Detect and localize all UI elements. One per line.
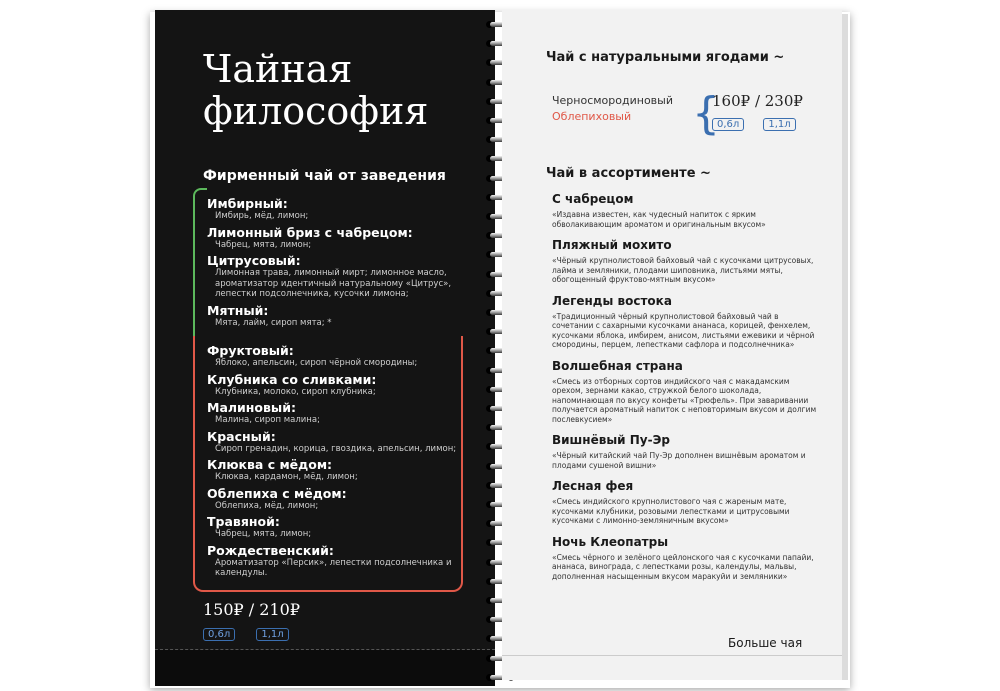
tea-name: Имбирный:	[207, 196, 288, 211]
tea-ingredients: Облепиха, мёд, лимон;	[215, 500, 319, 511]
tea-name: Лесная фея	[552, 479, 634, 493]
tea-ingredients: Яблоко, апельсин, сироп чёрной смородины;	[215, 358, 418, 368]
tea-ingredients: Клубника, молоко, сироп клубника;	[215, 386, 376, 397]
signature-tea-item	[207, 514, 463, 540]
signature-tea-item	[207, 543, 463, 579]
signature-tea-item	[207, 457, 463, 483]
tea-description: «Смесь из отборных сортов индийского чая с макадамским орехом, зернами какао, стружкой белого шоколада, напоминающая по вкусу конфеты «Трюфель». При заваривании получается ароматный напиток с неповторимым вкусом и долгим послевкусием»	[552, 376, 817, 424]
tea-name: Облепиха с мёдом:	[207, 485, 347, 501]
signature-tea-item	[207, 372, 463, 398]
tea-name: Травяной:	[207, 514, 280, 529]
brace-icon: {	[692, 88, 720, 139]
tea-name: Легенды востока	[552, 293, 672, 308]
signature-tea-item	[207, 343, 463, 369]
tea-ingredients: Мята, лайм, сироп мята; *	[215, 317, 332, 328]
tea-name: Вишнёвый Пу-Эр	[552, 433, 671, 447]
assortment-item	[552, 535, 822, 582]
tea-name: Рождественский:	[207, 542, 334, 558]
volume-large-badge: 1,1л	[256, 628, 288, 641]
tea-name: Красный:	[207, 428, 276, 444]
tea-name: Волшебная страна	[552, 358, 683, 373]
tea-name: С чабрецом	[552, 192, 634, 206]
more-tea-link[interactable]: Больше чая	[728, 636, 803, 650]
right-page	[502, 10, 842, 680]
assortment-heading: Чай в ассортименте ~	[546, 166, 711, 181]
tea-name: Фруктовый:	[207, 343, 294, 358]
signature-tea-item	[207, 196, 463, 222]
list-gap	[207, 331, 463, 343]
volume-small-badge: 0,6л	[712, 118, 744, 131]
tea-description: «Традиционный чёрный крупнолистовой байховый чай в сочетании с сахарными кусочками ананаса, корицей, фенхелем, кусочками яблока, имбирем, анисом, листьями ежевики и чёрной смородины, перцем, лепестками сафлора и подсолнечника»	[552, 311, 815, 349]
berry-tea-volumes	[712, 112, 810, 131]
assortment-item	[552, 433, 822, 470]
tea-description: «Издавна известен, как чудесный напиток с ярким обволакивающим ароматом и оригинальным вкусом»	[552, 210, 766, 229]
signature-tea-item	[207, 225, 463, 251]
tea-name: Ночь Клеопатры	[552, 534, 669, 549]
signature-tea-item	[207, 253, 463, 300]
signature-tea-item	[207, 429, 463, 455]
tea-name: Цитрусовый:	[207, 253, 301, 268]
signature-tea-item	[207, 303, 463, 329]
tea-name: Лимонный бриз с чабрецом:	[207, 224, 413, 240]
tea-description: «Смесь чёрного и зелёного цейлонского чая с кусочками папайи, ананаса, винограда, с лепестками розы, календулы, мальвы, дополненная насыщенным вкусом маракуйи и земляники»	[552, 552, 814, 581]
signature-tea-item	[207, 400, 463, 426]
green-bracket	[193, 188, 207, 340]
tea-name: Клубника со сливками:	[207, 371, 377, 387]
tea-name: Малиновый:	[207, 400, 296, 415]
tea-ingredients: Сироп гренадин, корица, гвоздика, апельсин, лимон;	[215, 443, 457, 454]
tea-description: «Чёрный китайский чай Пу-Эр дополнен вишнёвым ароматом и плодами сушеной вишни»	[552, 451, 806, 470]
page-title: Чайная философия	[203, 47, 429, 133]
tea-description: «Чёрный крупнолистовой байховый чай с кусочками цитрусовых, лайма и земляники, плодами шиповника, листьями мяты, обогощенный фруктово-мятным вкусом»	[552, 256, 814, 284]
tea-ingredients: Имбирь, мёд, лимон;	[215, 211, 309, 221]
assortment-list	[552, 192, 822, 590]
tea-ingredients: Малина, сироп малина;	[215, 415, 320, 425]
assortment-item	[552, 238, 822, 285]
berry-tea-price: 160₽ / 230₽	[712, 92, 803, 110]
signature-tea-price: 150₽ / 210₽	[203, 600, 300, 619]
tea-description: «Смесь индийского крупнолистового чая с жареным мате, кусочками клубники, розовыми лепестками и цитрусовыми кусочками с лимонно-земляничным вкусом»	[552, 497, 790, 525]
berry-tea-blackcurrant: Черносмородиновый	[552, 94, 673, 107]
tea-name: Клюква с мёдом:	[207, 457, 333, 472]
assortment-item	[552, 479, 822, 526]
berry-tea-sea-buckthorn: Облепиховый	[552, 110, 632, 123]
tea-ingredients: Чабрец, мята, лимон;	[215, 239, 312, 250]
tea-name: Мятный:	[207, 302, 269, 318]
volume-large-badge: 1,1л	[763, 118, 795, 131]
assortment-item	[552, 294, 822, 350]
tea-ingredients: Лимонная трава, лимонный мирт; лимонное масло, ароматизатор идентичный натуральному «Цитрус», лепестки подсолнечника, кусочки лимона;	[215, 268, 452, 299]
tea-name: Пляжный мохито	[552, 238, 672, 252]
signature-tea-heading: Фирменный чай от заведения	[203, 168, 446, 184]
assortment-item	[552, 359, 822, 425]
tea-ingredients: Чабрец, мята, лимон;	[215, 529, 312, 539]
tea-ingredients: Клюква, кардамон, мёд, лимон;	[215, 472, 358, 482]
tea-ingredients: Ароматизатор «Персик», лепестки подсолнечника и календулы.	[215, 557, 452, 578]
left-page	[155, 10, 495, 686]
assortment-item	[552, 192, 822, 229]
volume-small-badge: 0,6л	[203, 628, 235, 641]
page-divider	[155, 649, 495, 650]
page-edge	[842, 14, 848, 680]
signature-tea-list	[207, 196, 463, 582]
signature-tea-volumes	[203, 622, 305, 641]
signature-tea-item	[207, 486, 463, 512]
berries-heading: Чай с натуральными ягодами ~	[546, 50, 785, 65]
footer-divider	[502, 655, 842, 656]
